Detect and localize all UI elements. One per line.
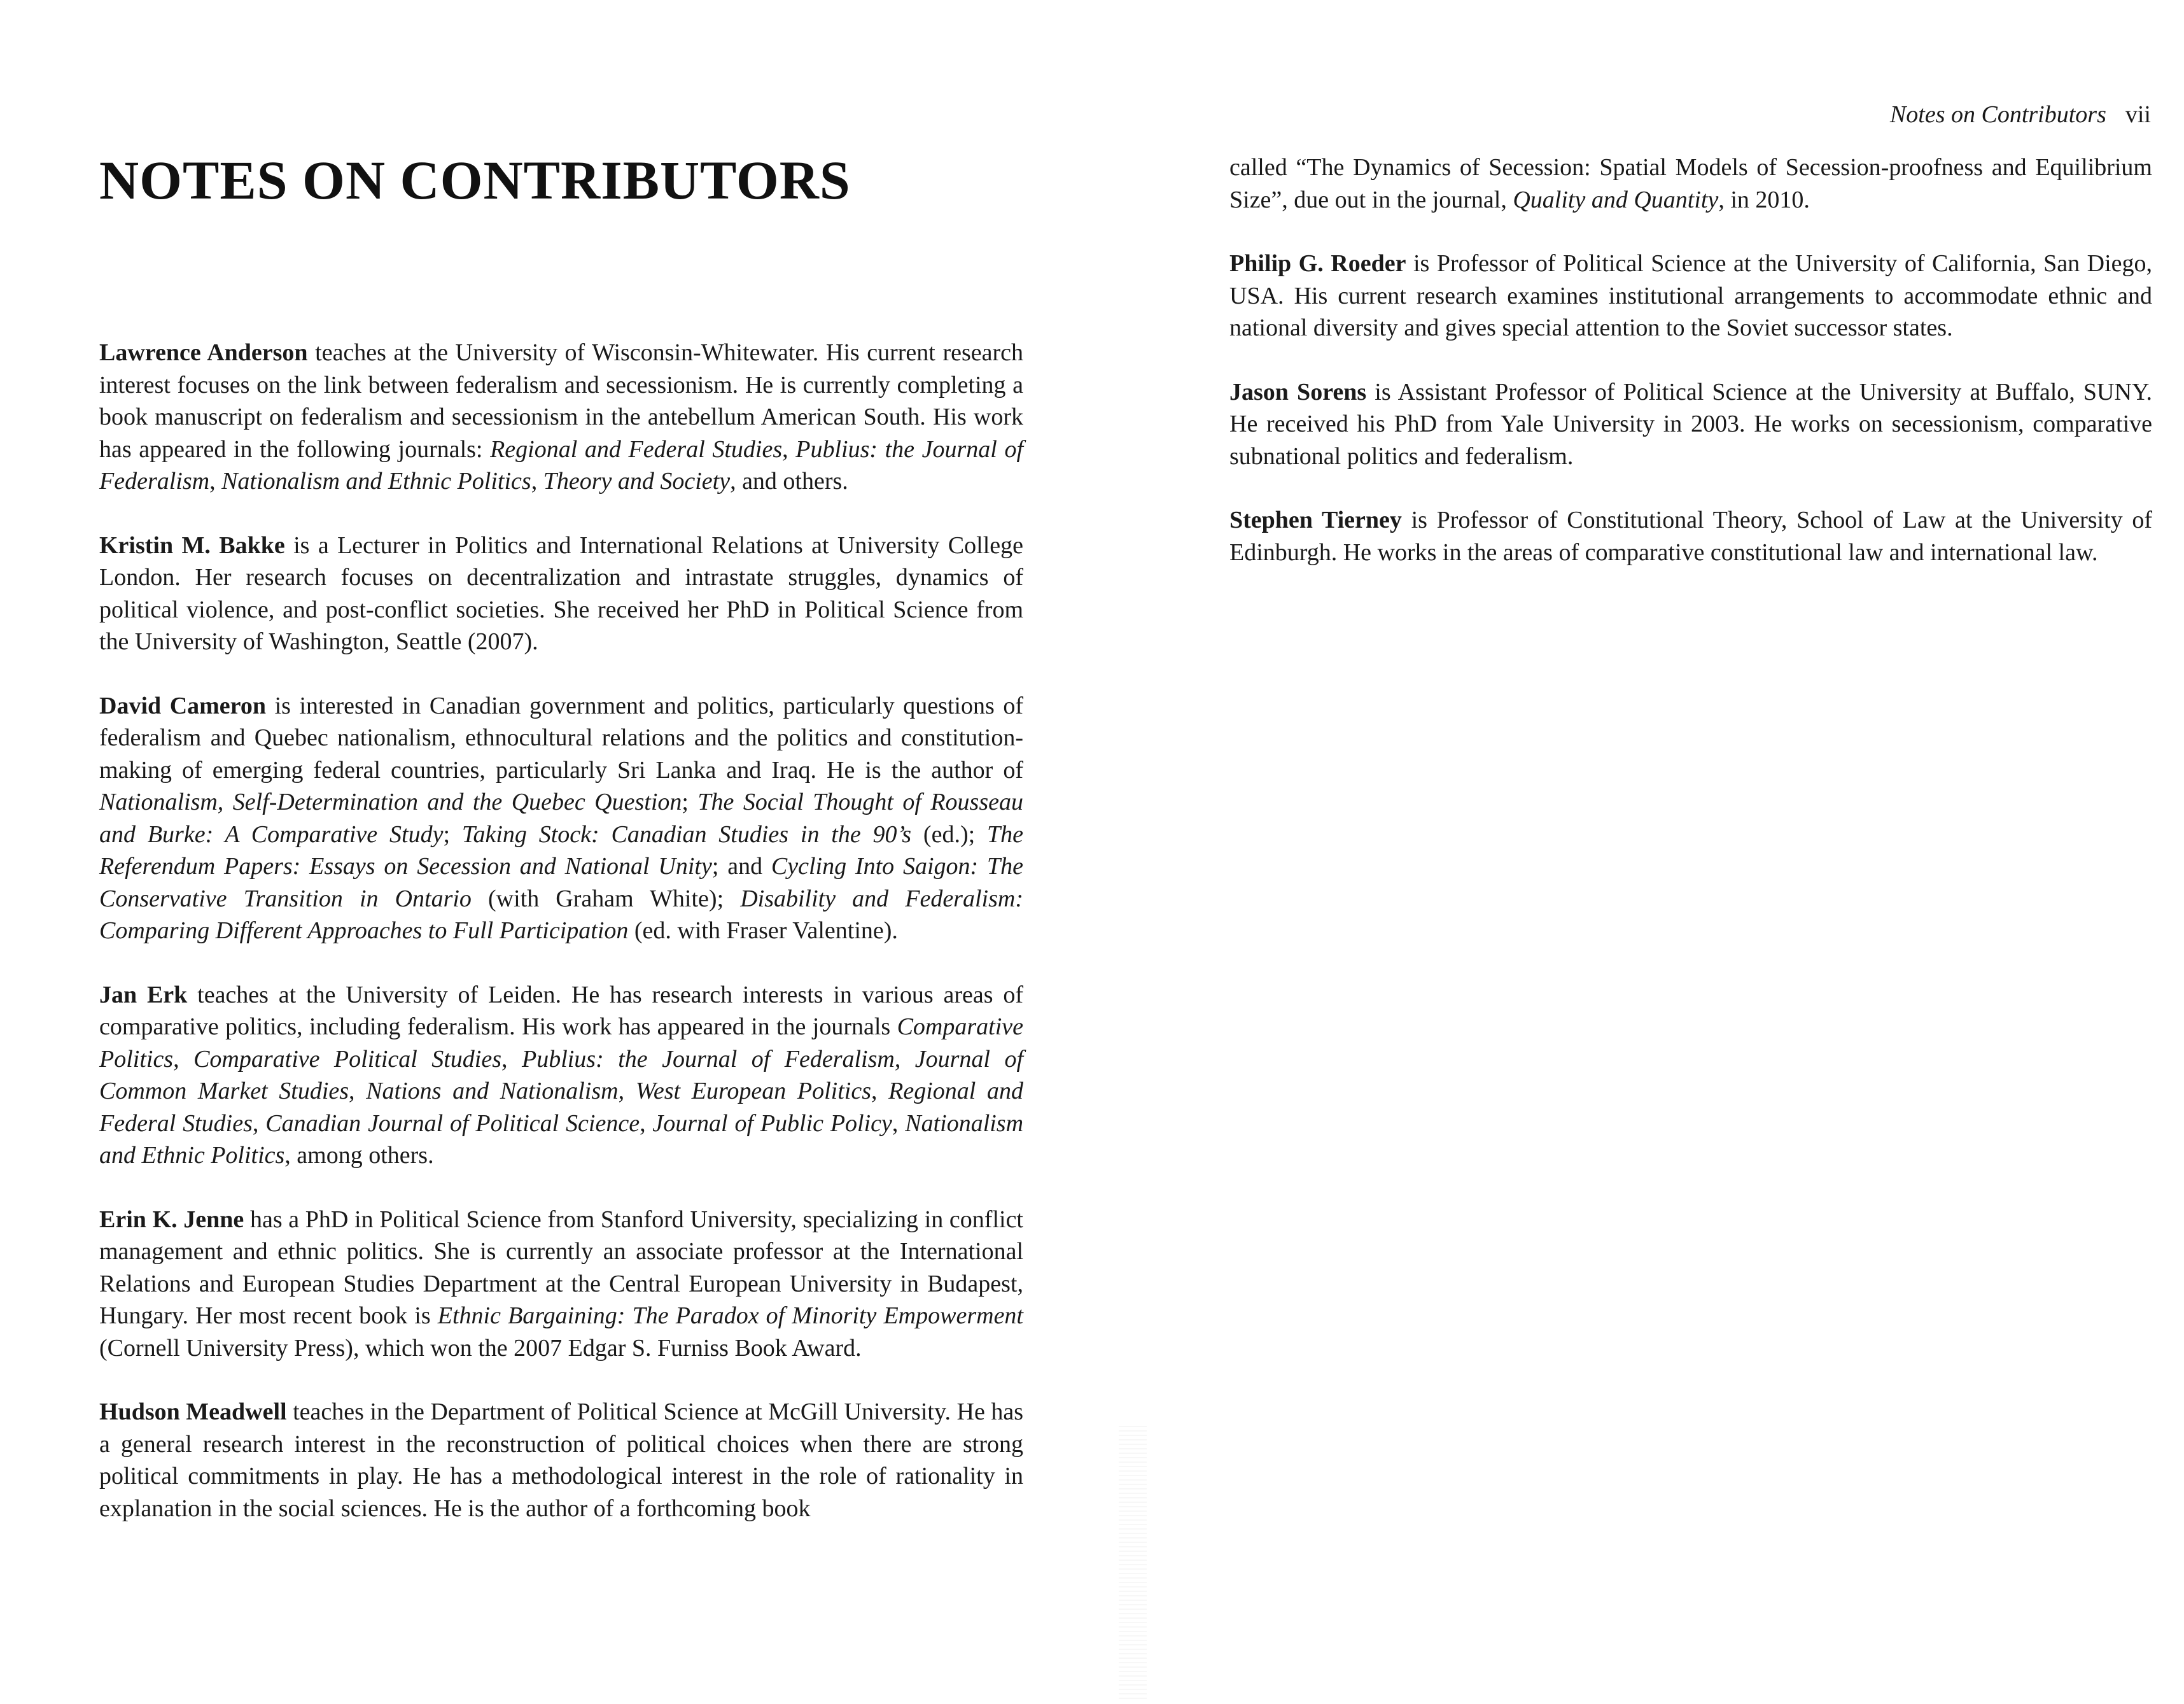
bio-text: teaches at the University of Leiden. He has research interests in various areas of comparative politics, including federalism. His work has appeared in the journals [99,981,1023,1040]
bio-text: is a Lecturer in Politics and International Relations at University College London. Her research focuses on decentralization and intrastate struggles, dynamics of political violence, and post-conflict societies. She received her PhD in Political Science from the University of Washington, Seattle (2007). [99,532,1023,655]
contributor-entry [99,979,1023,1172]
contributor-name: Hudson Meadwell [99,1398,287,1425]
bio-text: is interested in Canadian government and politics, particularly questions of federalism and Quebec nationalism, ethnocultural relations and the politics and constitution-making of emerging federal countries, particularly Sri Lanka and Iraq. He is the author of [99,692,1023,784]
contributor-name: Kristin M. Bakke [99,532,285,559]
continuation-paragraph [1229,151,2152,216]
bio-text: , [640,1109,653,1137]
contributor-name: Erin K. Jenne [99,1206,244,1233]
bio-text: , [531,468,543,495]
contributor-entry [99,1396,1023,1524]
work-title: West European Politics [635,1078,871,1104]
contributor-name: Stephen Tierney [1229,507,1402,533]
work-title: Theory and Society [543,468,731,495]
work-title: Nations and Nationalism [366,1078,619,1104]
work-title: The Social Thought of Rousseau and Burke: A Comparative Study [99,789,1024,848]
work-title: Comparative Political Studies [193,1045,502,1073]
work-title: Nationalism and Ethnic Politics [99,1109,1024,1169]
work-title: The Referendum Papers: Essays on Secession and National Unity [99,820,1024,880]
right-page [1092,0,2184,1704]
bio-text: , [618,1078,636,1104]
work-title: Nationalism and Ethnic Politics [221,468,531,495]
work-title: Publius: the Journal of Federalism [521,1045,895,1073]
bio-text: (Cornell University Press), which won the 2007 Edgar S. Furniss Book Award. [99,1334,862,1362]
work-title: Canadian Journal of Political Science [265,1109,640,1137]
bio-text: , in 2010. [1718,186,1810,213]
work-title: Journal of Common Market Studies [99,1045,1024,1104]
bio-text: is Professor of Constitutional Theory, School of Law at the University of Edinburgh. He works in the areas of comparative constitutional law and international law. [1229,507,2153,566]
contributor-entry [99,337,1023,498]
page-title: NOTES ON CONTRIBUTORS [99,150,851,211]
bio-text: , [871,1078,889,1104]
work-title: Taking Stock: Canadian Studies in the 90’s [461,820,912,848]
bio-text: called “The Dynamics of Secession: Spatial Models of Secession-proofness and Equilibrium Size”, due out in the journal, [1229,154,2152,213]
work-title: Nationalism, Self-Determination and the Quebec Question [99,789,682,815]
work-title: Journal of Public Policy [652,1109,892,1137]
bio-text: is Professor of Political Science at the University of California, San Diego, USA. His current research examines institutional arrangements to accommodate ethnic and national diversity and gives special attention to the Soviet successor states. [1229,250,2153,341]
bio-text: teaches in the Department of Political Science at McGill University. He has a general research interest in the reconstruction of political choices when there are strong political commitments in play. He has a methodological interest in the role of rationality in explanation in the social sciences. He is the author of a forthcoming book [99,1398,1023,1522]
work-title: Regional and Federal Studies [99,1078,1023,1137]
bio-text: ; [443,820,462,848]
contributor-name: David Cameron [99,692,266,719]
running-head-title: Notes on Contributors [1889,101,2106,128]
page-number: vii [2125,101,2151,128]
work-title: Publius: the Journal of Federalism [99,435,1024,495]
left-column [99,337,1023,1556]
work-title: Disability and Federalism: Comparing Different Approaches to Full Participation [99,885,1023,944]
bio-text: , [894,1045,915,1073]
contributor-name: Jason Sorens [1229,378,1367,405]
bio-text: , [173,1045,194,1073]
work-title: Quality and Quantity [1513,186,1719,213]
work-title: Ethnic Bargaining: The Paradox of Minority Empowerment [437,1302,1023,1329]
contributor-name: Philip G. Roeder [1229,250,1406,277]
bio-text: , [782,435,796,463]
bio-text: , among others. [284,1142,434,1169]
bio-text: , and others. [730,468,848,495]
bio-text: (ed. with Fraser Valentine). [628,917,898,944]
bio-text: , [349,1078,367,1104]
contributor-name: Lawrence Anderson [99,339,308,366]
contributor-entry [1229,248,2152,344]
work-title: Cycling Into Saigon: The Conservative Transition in Ontario [99,853,1023,912]
contributor-name: Jan Erk [99,981,188,1008]
contributor-entry [1229,504,2152,568]
bio-text: (ed.); [911,820,988,848]
contributor-entry [99,530,1023,658]
bio-text: (with Graham White); [471,885,741,912]
running-head [1890,101,2151,129]
bio-text: , [892,1109,906,1137]
bio-text: is Assistant Professor of Political Science at the University at Buffalo, SUNY. He received his PhD from Yale University in 2003. He works on secessionism, comparative subnational politics and federalism. [1229,378,2152,470]
contributor-entry [99,1204,1023,1365]
bio-text: , [252,1109,266,1137]
work-title: Comparative Politics [99,1013,1023,1073]
bio-text: ; and [711,853,771,880]
bio-text: , [209,468,222,495]
contributor-entry [1229,376,2152,473]
bio-text: , [501,1045,522,1073]
bio-text: ; [682,789,698,815]
contributor-entry [99,690,1023,947]
right-column [1229,151,2152,600]
bio-text: has a PhD in Political Science from Stanford University, specializing in conflict management and ethnic politics. She is currently an associate professor at the International Relations and European Studies Department at the Central European University in Budapest, Hungary. Her most recent book is [99,1206,1023,1329]
bio-text: teaches at the University of Wisconsin-Whitewater. His current research interest focuses on the link between federalism and secessionism. He is currently completing a book manuscript on federalism and secessionism in the antebellum American South. His work has appeared in the following journals: [99,339,1024,463]
work-title: Regional and Federal Studies [490,435,783,463]
